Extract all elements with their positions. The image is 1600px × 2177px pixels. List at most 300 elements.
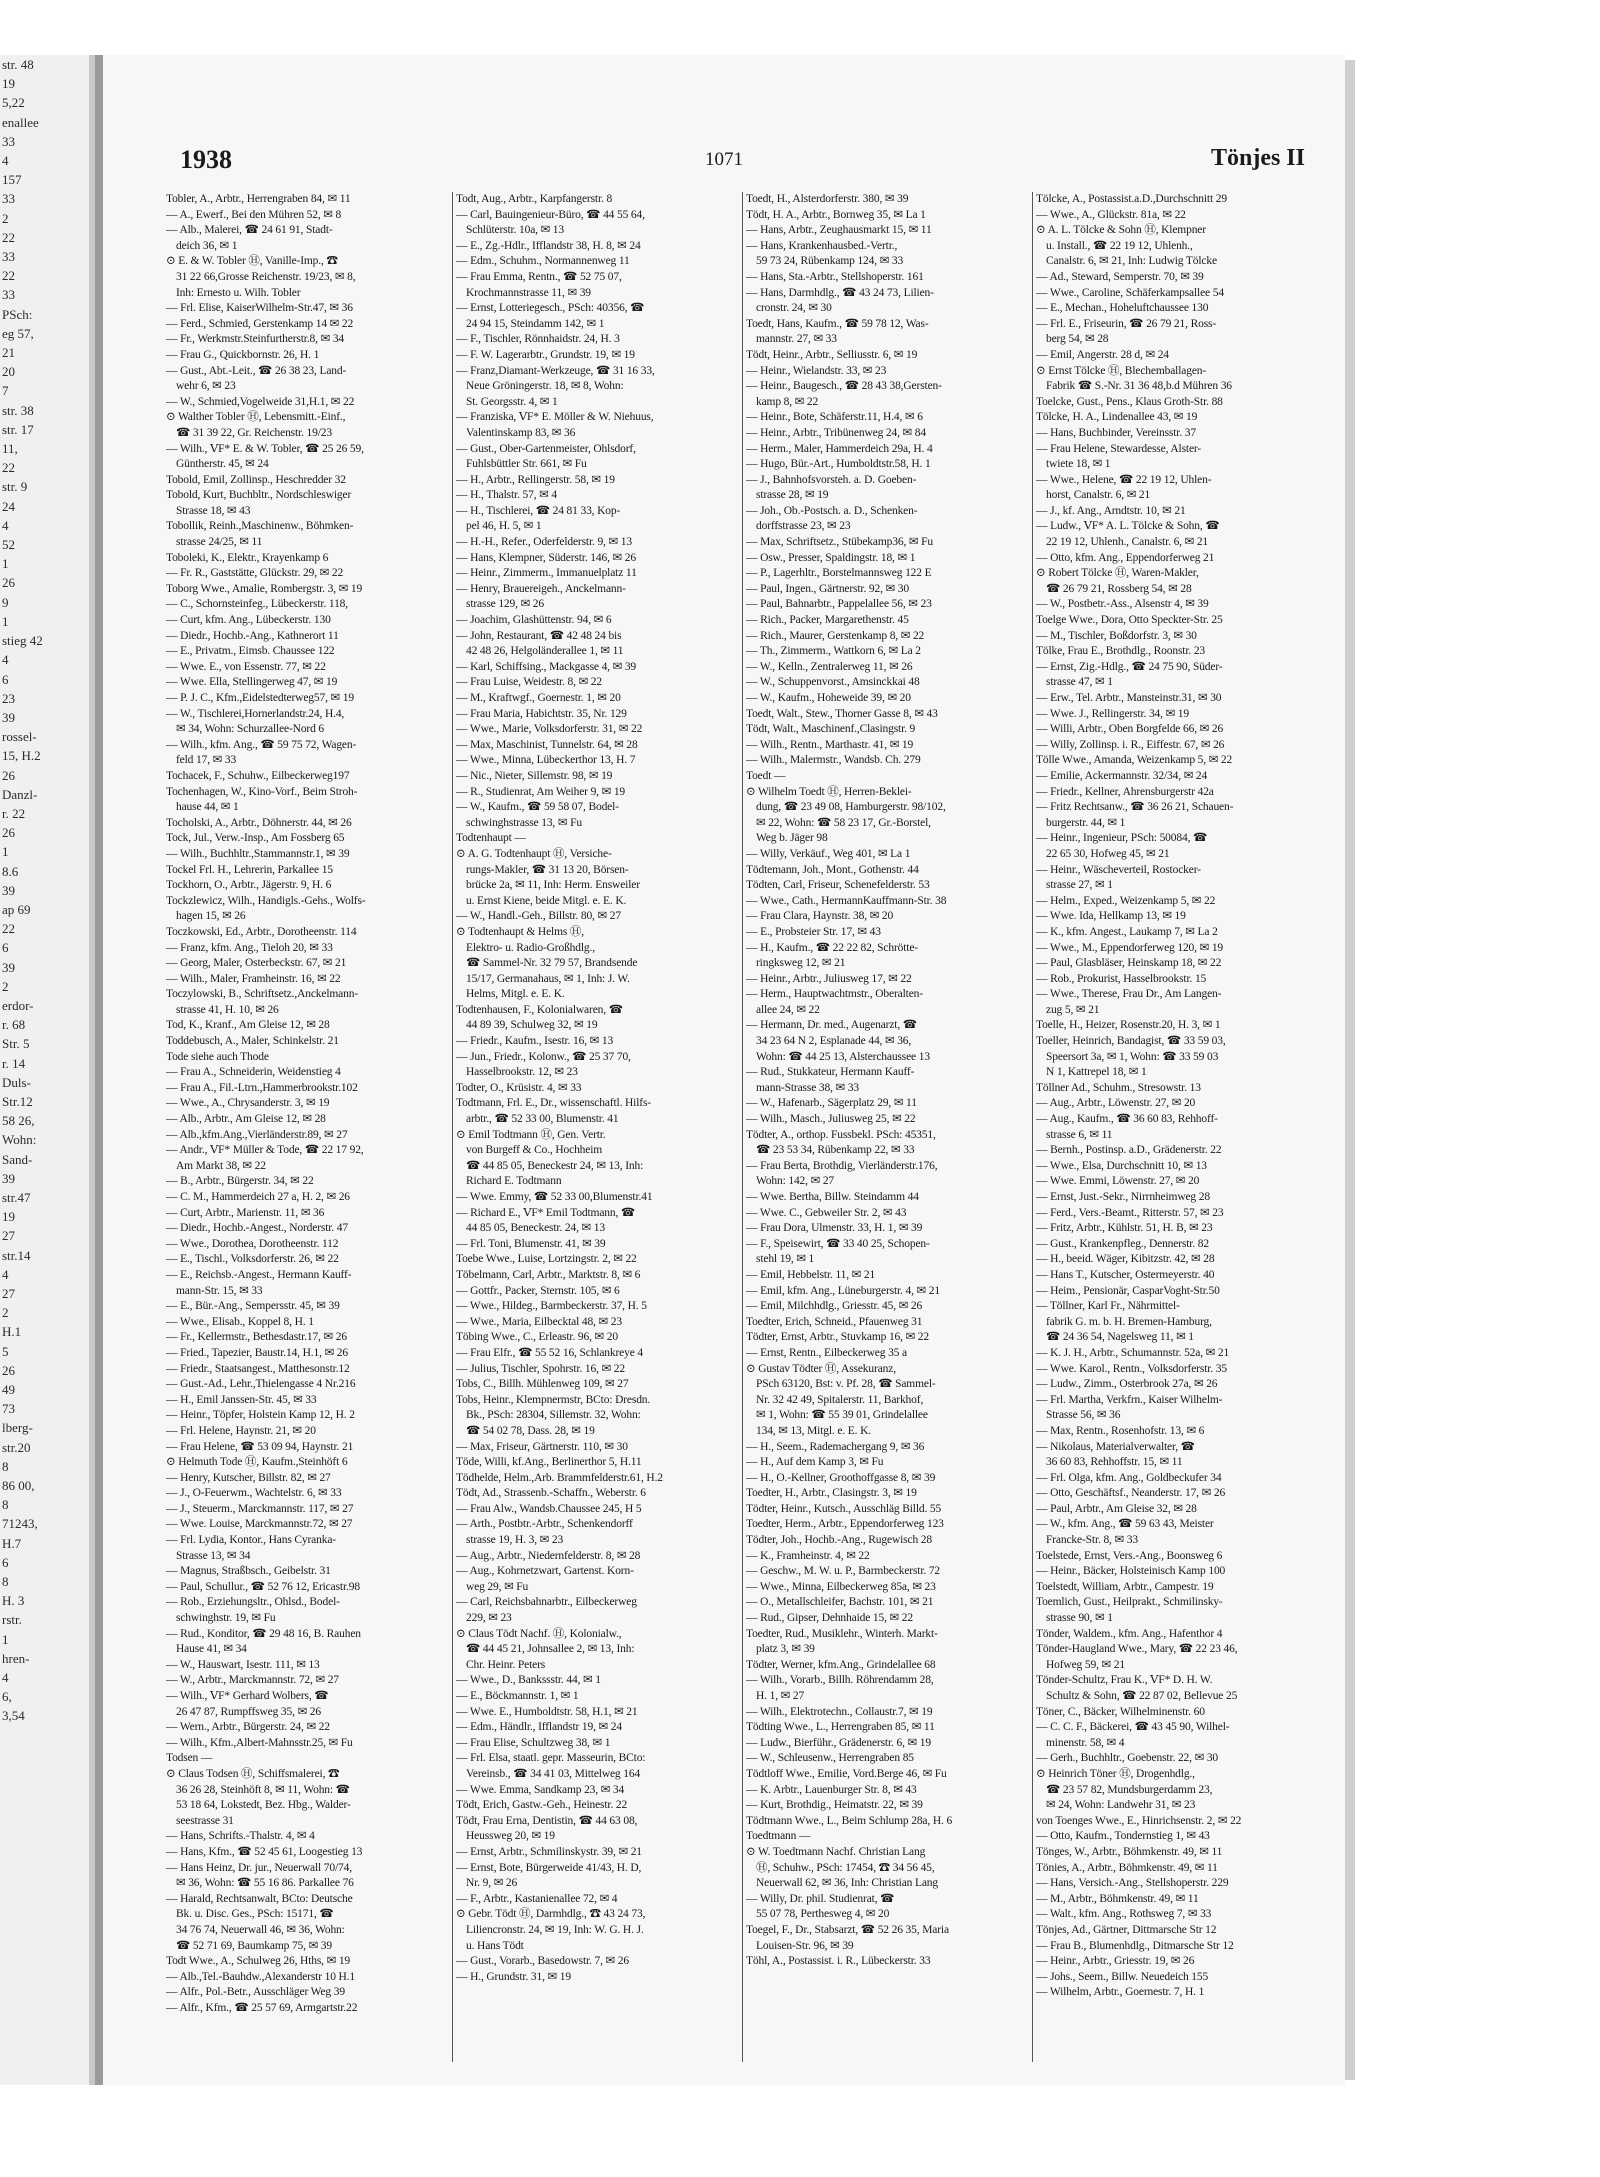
directory-entry-line: Toddebusch, A., Maler, Schinkelstr. 21 [166, 1035, 339, 1048]
directory-entry-line: — Frau A., Schneiderin, Weidenstieg 4 [166, 1066, 341, 1079]
directory-entry-line: — Hermann, Dr. med., Augenarzt, ☎ [746, 1019, 917, 1032]
directory-entry-line: schwinghstr. 19, ✉ Fu [176, 1612, 276, 1625]
directory-entry-line: — Geschw., M. W. u. P., Barmbeckerstr. 72 [746, 1565, 941, 1578]
directory-entry-line: — C. C. F., Bäckerei, ☎ 43 45 90, Wilhel- [1036, 1721, 1230, 1734]
directory-entry-line: Wohn: 142, ✉ 27 [756, 1175, 835, 1188]
directory-entry-line: — Fr. R., Gaststätte, Glückstr. 29, ✉ 22 [166, 567, 344, 580]
directory-entry-line: — K. Arbtr., Lauenburger Str. 8, ✉ 43 [746, 1783, 917, 1796]
directory-entry-line: — Wwe. Emmy, ☎ 52 33 00,Blumenstr.41 [456, 1191, 653, 1203]
margin-fragment: 39 [2, 709, 15, 725]
margin-fragment: 20 [2, 364, 15, 380]
directory-entry-line: — Gust., Ober-Gartenmeister, Ohlsdorf, [456, 442, 636, 455]
directory-entry-line: — Herm., Maler, Hammerdeich 29a, H. 4 [746, 442, 933, 455]
directory-entry-line: deich 36, ✉ 1 [176, 239, 238, 252]
directory-entry-line: — H.-H., Refer., Oderfelderstr. 9, ✉ 13 [456, 536, 632, 549]
margin-fragment: Str. 5 [2, 1036, 30, 1052]
margin-fragment: 4 [2, 153, 9, 169]
directory-entry-line: — Wwe., Elsa, Durchschnitt 10, ✉ 13 [1036, 1159, 1207, 1172]
directory-entry-line: — B., Arbtr., Bürgerstr. 34, ✉ 22 [166, 1175, 314, 1188]
directory-entry-line: — Wwe., Dorothea, Dorotheenstr. 112 [166, 1237, 339, 1250]
directory-entry-line: — Wilh., Masch., Juliusweg 25, ✉ 22 [746, 1113, 916, 1126]
margin-fragment: 2 [2, 210, 9, 226]
directory-entry-line: allee 24, ✉ 22 [756, 1003, 820, 1016]
directory-entry-line: — Diedr., Hochb.-Angest., Norderstr. 47 [166, 1222, 348, 1235]
directory-entry-line: — Hans, Schrifts.-Thalstr. 4, ✉ 4 [166, 1830, 315, 1843]
directory-entry-line: — Alb.,Tel.-Bauhdw.,Alexanderstr 10 H.1 [166, 1970, 356, 1983]
margin-fragment: Wohn: [2, 1132, 37, 1148]
directory-entry-line: Tödten, Carl, Friseur, Schenefelderstr. 53 [746, 879, 930, 892]
directory-entry-line: — W., Kaufm., Hoheweide 39, ✉ 20 [746, 692, 911, 704]
directory-entry-line: Toedt — [746, 769, 786, 782]
directory-entry-line: Toegel, F., Dr., Stabsarzt, ☎ 52 26 35, Maria [746, 1923, 949, 1936]
directory-entry-line: cronstr. 24, ✉ 30 [756, 302, 832, 315]
directory-entry-line: Tockhorn, O., Arbtr., Jägerstr. 9, H. 6 [166, 879, 332, 892]
directory-entry-line: Wohn: ☎ 44 25 13, Alsterchaussee 13 [756, 1050, 930, 1063]
directory-entry-line: Tobold, Emil, Zollinsp., Heschredder 32 [166, 473, 346, 486]
directory-entry-line: Strasse 18, ✉ 43 [176, 504, 251, 517]
directory-entry-line: — Wilh., Malermstr., Wandsb. Ch. 279 [746, 754, 921, 767]
directory-entry-line: — Paul, Schullur., ☎ 52 76 12, Ericastr.98 [166, 1580, 360, 1593]
directory-entry-line: ⊙ Gebr. Tödt Ⓗ, Darmhdlg., ☎ 43 24 73, [456, 1908, 646, 1921]
directory-entry-line: — Ernst, Arbtr., Schmilinskystr. 39, ✉ 21 [456, 1845, 642, 1858]
directory-entry-line: schwinghstrasse 13, ✉ Fu [466, 816, 582, 829]
directory-entry-line: — W., Schleusenw., Herrengraben 85 [746, 1752, 914, 1765]
directory-entry-line: — Magnus, Straßbsch., Geibelstr. 31 [166, 1565, 331, 1578]
directory-entry-line: ✉ 24, Wohn: Landwehr 31, ✉ 23 [1046, 1799, 1196, 1812]
directory-entry-line: Tobs, C., Billh. Mühlenweg 109, ✉ 27 [456, 1378, 629, 1391]
margin-fragment: 26 [2, 1362, 15, 1378]
directory-entry-line: Töbing Wwe., C., Erleastr. 96, ✉ 20 [456, 1331, 618, 1344]
directory-entry-line: — Ernst, Zig.-Hdlg., ☎ 24 75 90, Süder- [1036, 660, 1223, 673]
directory-entry-line: — Wwe. Emmi, Löwenstr. 27, ✉ 20 [1036, 1175, 1200, 1188]
margin-fragment: ap 69 [2, 901, 31, 917]
margin-fragment: 26 [2, 825, 15, 841]
directory-entry-line: Speersort 3a, ✉ 1, Wohn: ☎ 33 59 03 [1046, 1050, 1219, 1063]
directory-entry-line: 53 18 64, Lokstedt, Bez. Hbg., Walder- [176, 1799, 351, 1812]
directory-entry-line: — Hans, Sta.-Arbtr., Stellshoperstr. 161 [746, 270, 924, 283]
directory-entry-line: ☎ 54 02 78, Dass. 28, ✉ 19 [466, 1424, 595, 1437]
directory-entry-line: strasse 47, ✉ 1 [1046, 676, 1113, 689]
margin-fragment: 26 [2, 575, 15, 591]
margin-fragment: 71243, [2, 1516, 38, 1532]
directory-entry-line: — Fritz, Arbtr., Kühlstr. 51, H. B, ✉ 23 [1036, 1222, 1213, 1235]
directory-entry-line: — Otto, Kaufm., Tondernstieg 1, ✉ 43 [1036, 1830, 1210, 1843]
directory-entry-line: — Paul, Ingen., Gärtnerstr. 92, ✉ 30 [746, 582, 909, 595]
directory-entry-line: 26 47 87, Rumpffsweg 35, ✉ 26 [176, 1705, 321, 1718]
directory-entry-line: — Wwe., Helene, ☎ 22 19 12, Uhlen- [1036, 473, 1212, 486]
directory-entry-line: Toboleki, K., Elektr., Krayenkamp 6 [166, 551, 329, 564]
directory-entry-line: 229, ✉ 23 [466, 1612, 512, 1625]
margin-fragment: 5,22 [2, 95, 25, 111]
margin-fragment: 22 [2, 921, 15, 937]
directory-entry-line: — H., Grundstr. 31, ✉ 19 [456, 1970, 571, 1983]
directory-entry-line: — Ernst, Bote, Bürgerweide 41/43, H. D, [456, 1861, 642, 1874]
directory-entry-line: — Rud., Stukkateur, Hermann Kauff- [746, 1066, 915, 1079]
directory-entry-line: zug 5, ✉ 21 [1046, 1003, 1100, 1016]
directory-entry-line: ⊙ Claus Tödt Nachf. Ⓗ, Kolonialw., [456, 1627, 622, 1640]
directory-entry-line: — M., Arbtr., Böhmkenstr. 49, ✉ 11 [1036, 1892, 1199, 1905]
directory-entry-line: — H., Kaufm., ☎ 22 22 82, Schrötte- [746, 941, 918, 954]
directory-entry-line: — Frau Helene, Stewardesse, Alster- [1036, 442, 1202, 455]
directory-entry-line: 42 48 26, Helgoländerallee 1, ✉ 11 [466, 645, 624, 658]
directory-entry-line: Fuhlsbüttler Str. 661, ✉ Fu [466, 458, 587, 471]
directory-entry-line: — W., Postbetr.-Ass., Alsenstr 4, ✉ 39 [1036, 598, 1209, 611]
directory-entry-line: ☎ Sammel-Nr. 32 79 57, Brandsende [466, 957, 638, 970]
directory-entry-line: Louisen-Str. 96, ✉ 39 [756, 1939, 854, 1952]
directory-entry-line: Todt, Aug., Arbtr., Karpfangerstr. 8 [456, 193, 613, 205]
directory-entry-line: — Wilh., Elektrotechn., Collaustr.7, ✉ 19 [746, 1705, 933, 1718]
directory-entry-line: — Gottfr., Packer, Sternstr. 105, ✉ 6 [456, 1284, 620, 1297]
directory-entry-line: — Töllner, Karl Fr., Nährmittel- [1036, 1300, 1180, 1313]
directory-entry-line: arbtr., ☎ 52 33 00, Blumenstr. 41 [466, 1113, 619, 1126]
directory-entry-line: — Friedr., Kaufm., Isestr. 16, ✉ 13 [456, 1035, 614, 1048]
directory-entry-line: — R., Studienrat, Am Weiher 9, ✉ 19 [456, 785, 626, 798]
directory-entry-line: — Frau Maria, Habichtstr. 35, Nr. 129 [456, 707, 627, 720]
directory-entry-line: Toelge Wwe., Dora, Otto Speckter-Str. 25 [1036, 614, 1223, 627]
directory-entry-line: — Wwe., Cath., HermannKauffmann-Str. 38 [746, 894, 947, 907]
directory-columns [166, 192, 1320, 2062]
directory-entry-line: — Heinr., Bäcker, Holsteinisch Kamp 100 [1036, 1565, 1226, 1578]
directory-entry-line: Toebe Wwe., Luise, Lortzingstr. 2, ✉ 22 [456, 1253, 637, 1266]
directory-entry-line: — Heinr., Arbtr., Juliusweg 17, ✉ 22 [746, 972, 912, 985]
margin-fragment: 4 [2, 652, 9, 668]
directory-entry-line: — Jun., Friedr., Kolonw., ☎ 25 37 70, [456, 1050, 631, 1063]
directory-entry-line: Tochacek, F., Schuhw., Eilbeckerweg197 [166, 769, 350, 782]
directory-entry-line: Bk. u. Disc. Ges., PSch: 15171, ☎ [176, 1908, 334, 1921]
margin-fragment: Str.12 [2, 1093, 33, 1109]
directory-entry-line: ⊙ Heinrich Töner Ⓗ, Drogenhdlg., [1036, 1767, 1195, 1780]
directory-entry-line: Tocholski, A., Arbtr., Döhnerstr. 44, ✉ 26 [166, 816, 352, 829]
directory-entry-line: — Kurt, Brothdig., Heimatstr. 22, ✉ 39 [746, 1799, 923, 1812]
directory-entry-line: — Heinr., Bote, Schäferstr.11, H.4, ✉ 6 [746, 411, 923, 424]
directory-entry-line: — Alfr., Pol.-Betr., Ausschläger Weg 39 [166, 1986, 345, 1999]
directory-entry-line: — Wwe., Elisab., Koppel 8, H. 1 [166, 1315, 314, 1328]
directory-entry-line: Hause 41, ✉ 34 [176, 1643, 247, 1656]
directory-entry-line: — Frl. Elise, KaiserWilhelm-Str.47, ✉ 36 [166, 302, 353, 315]
directory-entry-line: St. Georgsstr. 4, ✉ 1 [466, 395, 558, 408]
directory-entry-line: — Frl. Elsa, staatl. gepr. Masseurin, BCto: [456, 1752, 646, 1765]
directory-entry-line: Strasse 13, ✉ 34 [176, 1549, 251, 1562]
directory-entry-line: Todt Wwe., A., Schulweg 26, Hths, ✉ 19 [166, 1955, 351, 1968]
directory-entry-line: — J., O-Feuerwm., Wachtelstr. 6, ✉ 33 [166, 1487, 342, 1500]
margin-fragment: 21 [2, 345, 15, 361]
directory-entry-line: — Henry, Kutscher, Billstr. 82, ✉ 27 [166, 1471, 331, 1484]
directory-entry-line: Tödt, Walt., Maschinenf.,Clasingstr. 9 [746, 723, 916, 736]
directory-entry-line: — Frau Berta, Brothdig, Vierländerstr.176, [746, 1159, 938, 1172]
directory-entry-line: — Alb.,kfm.Ang.,Vierländerstr.89, ✉ 27 [166, 1128, 348, 1141]
directory-entry-line: feld 17, ✉ 33 [176, 754, 237, 767]
directory-entry-line: Tochenhagen, W., Kino-Vorf., Beim Stroh- [166, 785, 358, 798]
directory-entry-line: Tobold, Kurt, Buchbltr., Nordschleswiger [166, 489, 352, 502]
directory-column-4 [1036, 192, 1318, 2062]
directory-entry-line: — Fritz Rechtsanw., ☎ 36 26 21, Schauen- [1036, 801, 1234, 814]
directory-entry-line: — Otto, Geschäftsf., Neanderstr. 17, ✉ 26 [1036, 1487, 1226, 1500]
directory-entry-line: — Heinr., Wielandstr. 33, ✉ 23 [746, 364, 887, 377]
directory-entry-line: ⊙ E. & W. Tobler Ⓗ, Vanille-Imp., ☎ [166, 255, 338, 268]
directory-entry-line: — Friedr., Staatsangest., Matthesonstr.12 [166, 1362, 350, 1375]
directory-entry-line: Toedter, Rud., Musiklehr., Winterh. Markt- [746, 1627, 938, 1640]
margin-fragment: str. 17 [2, 421, 34, 437]
directory-entry-line: Töbelmann, Carl, Arbtr., Marktstr. 8, ✉ 6 [456, 1268, 641, 1281]
directory-entry-line: Tobs, Heinr., Klempnermstr, BCto: Dresdn. [456, 1393, 651, 1406]
directory-entry-line: Tödter, A., orthop. Fussbekl. PSch: 45351, [746, 1128, 936, 1141]
directory-entry-line: — Aug., Kaufm., ☎ 36 60 83, Rehhoff- [1036, 1113, 1218, 1126]
directory-entry-line: — Heinr., Arbtr., Griesstr. 19, ✉ 26 [1036, 1955, 1195, 1968]
directory-entry-line: — Diedr., Hochb.-Ang., Kathnerort 11 [166, 629, 339, 642]
directory-entry-line: Canalstr. 6, ✉ 21, Inh: Ludwig Tölcke [1046, 255, 1217, 268]
directory-entry-line: — Arth., Postbtr.-Arbtr., Schenkendorff [456, 1518, 633, 1531]
directory-entry-line: — Wwe. J., Rellingerstr. 34, ✉ 19 [1036, 707, 1190, 720]
directory-entry-line: — Heinr., Ingenieur, PSch: 50084, ☎ [1036, 832, 1208, 845]
directory-entry-line: pel 46, H. 5, ✉ 1 [466, 520, 542, 533]
directory-entry-line: — Hans, Darmhdlg., ☎ 43 24 73, Lilien- [746, 286, 934, 299]
directory-entry-line: — Ernst, Lotteriegesch., PSch: 40356, ☎ [456, 302, 645, 315]
margin-fragment: 39 [2, 959, 15, 975]
directory-entry-line: — Henry, Brauereigeh., Anckelmann- [456, 582, 626, 595]
directory-entry-line: — Willy, Zollinsp. i. R., Eiffestr. 67, ✉ 26 [1036, 738, 1225, 751]
directory-entry-line: — Frl. Martha, Verkfrn., Kaiser Wilhelm- [1036, 1393, 1223, 1406]
directory-entry-line: — Frau Dora, Ulmenstr. 33, H. 1, ✉ 39 [746, 1222, 923, 1235]
margin-fragment: r. 68 [2, 1017, 26, 1033]
directory-entry-line: — Frau Luise, Weidestr. 8, ✉ 22 [456, 676, 602, 689]
margin-fragment: str.47 [2, 1189, 31, 1205]
directory-entry-line: — Hans, Arbtr., Zeughausmarkt 15, ✉ 11 [746, 224, 932, 237]
directory-entry-line: — W., Hauswart, Isestr. 111, ✉ 13 [166, 1658, 320, 1671]
directory-entry-line: — E., Zg.-Hdlr., Ifflandstr 38, H. 8, ✉ 24 [456, 239, 641, 252]
directory-entry-line: — M., Kraftwgf., Goernestr. 1, ✉ 20 [456, 692, 621, 704]
directory-entry-line: Inh: Ernesto u. Wilh. Tobler [176, 286, 301, 299]
directory-entry-line: ⊙ Walther Tobler Ⓗ, Lebensmitt.-Einf., [166, 411, 346, 424]
directory-entry-line: — Aug., Arbtr., Niedernfelderstr. 8, ✉ 28 [456, 1549, 641, 1562]
margin-fragment: 33 [2, 249, 15, 265]
directory-entry-line: weg 29, ✉ Fu [466, 1580, 529, 1593]
column-rule [452, 192, 453, 2062]
directory-entry-line: strasse 41, H. 10, ✉ 26 [176, 1003, 279, 1016]
margin-fragment: 52 [2, 537, 15, 553]
directory-entry-line: — Frau Elfr., ☎ 55 52 16, Schlankreye 4 [456, 1346, 644, 1359]
directory-entry-line: — E., Reichsb.-Angest., Hermann Kauff- [166, 1268, 352, 1281]
directory-entry-line: 36 60 83, Rehhoffstr. 15, ✉ 11 [1046, 1456, 1183, 1469]
directory-entry-line: 55 07 78, Perthesweg 4, ✉ 20 [756, 1908, 890, 1921]
directory-entry-line: N 1, Kattrepel 18, ✉ 1 [1046, 1066, 1147, 1079]
directory-entry-line: strasse 28, ✉ 19 [756, 489, 829, 502]
directory-entry-line: — Emil, kfm. Ang., Lüneburgerstr. 4, ✉ 21 [746, 1284, 940, 1297]
directory-entry-line: — Johs., Seem., Billw. Neuedeich 155 [1036, 1970, 1209, 1983]
directory-entry-line: — Franz,Diamant-Werkzeuge, ☎ 31 16 33, [456, 364, 655, 377]
directory-entry-line: — W., Arbtr., Marckmannstr. 72, ✉ 27 [166, 1674, 339, 1687]
directory-entry-line: Nr. 32 42 49, Spitalerstr. 11, Barkhof, [756, 1393, 924, 1406]
directory-entry-line: — W., Schmied,Vogelweide 31,H.1, ✉ 22 [166, 395, 355, 408]
directory-entry-line: — H., Auf dem Kamp 3, ✉ Fu [746, 1456, 884, 1469]
directory-entry-line: Am Markt 38, ✉ 22 [176, 1159, 266, 1172]
directory-entry-line: 34 76 74, Neuerwall 46, ✉ 36, Wohn: [176, 1923, 345, 1936]
directory-entry-line: Tod, K., Kranf., Am Gleise 12, ✉ 28 [166, 1019, 330, 1032]
directory-entry-line: — Ad., Steward, Semperstr. 70, ✉ 39 [1036, 270, 1204, 283]
directory-entry-line: Tödt, Ad., Strassenb.-Schaffn., Weberstr. 6 [456, 1487, 646, 1500]
directory-entry-line: Toczylowski, B., Schriftsetz.,Anckelmann- [166, 988, 359, 1001]
margin-fragment: 86 00, [2, 1478, 35, 1494]
directory-entry-line: — Max, Schriftsetz., Stübekamp36, ✉ Fu [746, 536, 933, 549]
directory-entry-line: — Frau Elise, Schultzweg 38, ✉ 1 [456, 1736, 611, 1749]
directory-entry-line: Tölle Wwe., Amanda, Weizenkamp 5, ✉ 22 [1036, 754, 1233, 767]
margin-fragment: 39 [2, 1170, 15, 1186]
directory-entry-line: Tobler, A., Arbtr., Herrengraben 84, ✉ 11 [166, 193, 351, 205]
directory-entry-line: — Wilh., Vorarb., Billh. Röhrendamm 28, [746, 1674, 934, 1687]
directory-entry-line: Tobollik, Reinh.,Maschinenw., Böhmken- [166, 520, 354, 533]
directory-entry-line: — C., Schornsteinfeg., Lübeckerstr. 118, [166, 598, 349, 611]
directory-entry-line: — Alb., Arbtr., Am Gleise 12, ✉ 28 [166, 1113, 326, 1126]
directory-entry-line: Tödtemann, Joh., Mont., Gothenstr. 44 [746, 863, 919, 876]
directory-entry-line: 15/17, Germanahaus, ✉ 1, Inh: J. W. [466, 972, 630, 985]
directory-entry-line: Toczkowski, Ed., Arbtr., Dorotheenstr. 114 [166, 925, 357, 938]
margin-fragment: 26 [2, 767, 15, 783]
margin-fragment: H.1 [2, 1324, 22, 1340]
directory-entry-line: Francke-Str. 8, ✉ 33 [1046, 1534, 1138, 1547]
directory-entry-line: ⊙ Claus Todsen Ⓗ, Schiffsmalerei, ☎ [166, 1767, 340, 1780]
margin-fragment: 15, H.2 [2, 748, 41, 764]
directory-entry-line: Tönder-Haugland Wwe., Mary, ☎ 22 23 46, [1036, 1643, 1238, 1656]
directory-entry-line: — Curt, kfm. Ang., Lübeckerstr. 130 [166, 614, 331, 627]
page-header [180, 145, 1305, 189]
directory-entry-line: Toedt, Walt., Stew., Thorner Gasse 8, ✉ 43 [746, 707, 938, 720]
directory-entry-line: Tönder-Schultz, Frau K., ⅤF* D. H. W. [1036, 1674, 1213, 1687]
directory-entry-line: — Frau Alw., Wandsb.Chaussee 245, H 5 [456, 1502, 642, 1515]
directory-entry-line: strasse 19, H. 3, ✉ 23 [466, 1534, 564, 1547]
directory-entry-line: 59 73 24, Rübenkamp 124, ✉ 33 [756, 255, 904, 268]
directory-entry-line: — Richard E., ⅤF* Emil Todtmann, ☎ [456, 1206, 636, 1219]
margin-fragment: 1 [2, 613, 9, 629]
directory-entry-line: — Wwe. E., Humboldtstr. 58, H.1, ✉ 21 [456, 1705, 638, 1718]
directory-entry-line: Toedtmann — [746, 1830, 811, 1843]
margin-fragment: 23 [2, 690, 15, 706]
directory-entry-line: — E., Tischl., Volksdorferstr. 26, ✉ 22 [166, 1253, 339, 1266]
directory-entry-line: — Fr., Kellermstr., Bethesdastr.17, ✉ 26 [166, 1331, 347, 1344]
directory-entry-line: — F., Arbtr., Kastanienallee 72, ✉ 4 [456, 1892, 618, 1905]
directory-entry-line: Töner, C., Bäcker, Wilhelminenstr. 60 [1036, 1705, 1205, 1718]
directory-entry-line: Hasselbrookstr. 12, ✉ 23 [466, 1066, 578, 1079]
directory-entry-line: Tockel Frl. H., Lehrerin, Parkallee 15 [166, 863, 333, 876]
margin-fragment: enallee [2, 114, 39, 130]
directory-entry-line: Tödtmann Wwe., L., Beim Schlump 28a, H. 6 [746, 1814, 953, 1827]
directory-entry-line: mann-Str. 15, ✉ 33 [176, 1284, 263, 1297]
directory-entry-line: Tödting Wwe., L., Herrengraben 85, ✉ 11 [746, 1721, 935, 1734]
directory-entry-line: Toelcke, Gust., Pens., Klaus Groth-Str. 88 [1036, 395, 1223, 408]
directory-entry-line: Tölcke, A., Postassist.a.D.,Durchschnitt 29 [1036, 193, 1227, 205]
margin-fragment: 8 [2, 1574, 9, 1590]
directory-entry-line: Neuerwall 62, ✉ 36, Inh: Christian Lang [756, 1877, 938, 1890]
directory-entry-line: — Rob., Prokurist, Hasselbrookstr. 15 [1036, 972, 1207, 985]
directory-entry-line: — E., Privatm., Eimsb. Chaussee 122 [166, 645, 335, 658]
directory-entry-line: — Willi, Arbtr., Oben Borgfelde 66, ✉ 26 [1036, 723, 1224, 736]
directory-entry-line: Toedter, H., Arbtr., Clasingstr. 3, ✉ 19 [746, 1487, 917, 1500]
directory-entry-line: — Ferd., Schmied, Gerstenkamp 14 ✉ 22 [166, 317, 354, 330]
directory-entry-line: — Ludw., ⅤF* A. L. Tölcke & Sohn, ☎ [1036, 520, 1220, 533]
directory-entry-line: — E., Bür.-Ang., Sempersstr. 45, ✉ 39 [166, 1300, 340, 1313]
directory-entry-line: ⊙ Emil Todtmann Ⓗ, Gen. Vertr. [456, 1128, 606, 1141]
margin-fragment: hren- [2, 1650, 30, 1666]
directory-entry-line: — Wilh., Maler, Framheinstr. 16, ✉ 22 [166, 972, 341, 985]
directory-entry-line: ⊙ Ernst Tölcke Ⓗ, Blechemballagen- [1036, 364, 1207, 377]
directory-entry-line: — H., Arbtr., Rellingerstr. 58, ✉ 19 [456, 473, 615, 486]
directory-entry-line: Tödter, Werner, kfm.Ang., Grindelallee 68 [746, 1658, 936, 1671]
directory-entry-line: — Andr., ⅤF* Müller & Tode, ☎ 22 17 92, [166, 1144, 364, 1157]
directory-entry-line: — Herm., Hauptwachtmstr., Oberalten- [746, 988, 923, 1001]
directory-entry-line: Tödter, Ernst, Arbtr., Stuvkamp 16, ✉ 22 [746, 1331, 930, 1344]
directory-entry-line: — Alb., Malerei, ☎ 24 61 91, Stadt- [166, 224, 333, 237]
directory-entry-line: Tockzlewicz, Wilh., Handigls.-Gehs., Wolfs- [166, 894, 366, 907]
directory-entry-line: ☎ 31 39 22, Gr. Reichenstr. 19/23 [176, 426, 332, 439]
directory-entry-line: — Osw., Presser, Spaldingstr. 18, ✉ 1 [746, 551, 916, 564]
directory-entry-line: — Ludw., Zimm., Osterbrook 27a, ✉ 26 [1036, 1378, 1218, 1391]
directory-entry-line: ⊙ A. L. Tölcke & Sohn Ⓗ, Klempner [1036, 224, 1206, 237]
directory-entry-line: ☎ 44 85 05, Beneckestr 24, ✉ 13, Inh: [466, 1159, 644, 1172]
directory-entry-line: — Alfr., Kfm., ☎ 25 57 69, Armgartstr.22 [166, 2001, 358, 2014]
directory-entry-line: Tock, Jul., Verw.-Insp., Am Fossberg 65 [166, 832, 345, 845]
directory-entry-line: — Aug., Arbtr., Löwenstr. 27, ✉ 20 [1036, 1097, 1196, 1110]
directory-entry-line: Todsen — [166, 1752, 213, 1765]
margin-fragment: H.7 [2, 1535, 22, 1551]
directory-entry-line: Tödter, Heinr., Kutsch., Ausschläg Billd. 55 [746, 1502, 942, 1515]
directory-entry-line: Tönges, W., Arbtr., Böhmkenstr. 49, ✉ 11 [1036, 1845, 1223, 1858]
directory-entry-line: Vereinsb., ☎ 34 41 03, Mittelweg 164 [466, 1767, 641, 1780]
directory-entry-line: — E., Böckmannstr. 1, ✉ 1 [456, 1690, 579, 1702]
directory-entry-line: — F. W. Lagerarbtr., Grundstr. 19, ✉ 19 [456, 348, 635, 361]
margin-fragment: 27 [2, 1228, 15, 1244]
directory-entry-line: Töde, Willi, kf.Ang., Berlinerthor 5, H.11 [456, 1456, 642, 1469]
directory-entry-line: — Heinr., Wäscheverteil, Rostocker- [1036, 863, 1201, 876]
directory-entry-line: — Heinr., Zimmerm., Immanuelplatz 11 [456, 567, 637, 580]
directory-entry-line: brücke 2a, ✉ 11, Inh: Herm. Ensweiler [466, 879, 640, 892]
directory-entry-line: platz 3, ✉ 39 [756, 1643, 815, 1656]
directory-entry-line: Richard E. Todtmann [466, 1175, 562, 1188]
directory-entry-line: — Nic., Nieter, Sillemstr. 98, ✉ 19 [456, 769, 613, 782]
directory-entry-line: — Friedr., Kellner, Ahrensburgerstr 42a [1036, 785, 1214, 798]
directory-entry-line: — Wwe., Minna, Lübeckerthor 13, H. 7 [456, 754, 636, 767]
directory-entry-line: — Edm., Händlr., Ifflandstr 19, ✉ 24 [456, 1721, 622, 1734]
directory-entry-line: — Carl, Bauingenieur-Büro, ☎ 44 55 64, [456, 208, 645, 221]
directory-entry-line: Helms, Mitgl. e. E. K. [466, 988, 565, 1001]
directory-entry-line: — E., Probsteier Str. 17, ✉ 43 [746, 925, 881, 938]
directory-entry-line: — Rich., Packer, Margarethenstr. 45 [746, 614, 909, 627]
directory-entry-line: ⊙ Helmuth Tode Ⓗ, Kaufm.,Steinhöft 6 [166, 1456, 348, 1469]
directory-entry-line: 44 89 39, Schulweg 32, ✉ 19 [466, 1019, 598, 1032]
margin-fragment: 8 [2, 1458, 9, 1474]
margin-fragment: 3,54 [2, 1708, 25, 1724]
directory-entry-line: Toelstede, Ernst, Vers.-Ang., Boonsweg 6 [1036, 1549, 1223, 1562]
directory-entry-line: — Wwe. Emma, Sandkamp 23, ✉ 34 [456, 1783, 625, 1796]
directory-entry-line: 22 19 12, Uhlenh., Canalstr. 6, ✉ 21 [1046, 536, 1209, 549]
directory-entry-line: — Max, Maschinist, Tunnelstr. 64, ✉ 28 [456, 738, 638, 751]
directory-entry-line: Elektro- u. Radio-Großhdlg., [466, 941, 595, 954]
directory-entry-line: horst, Canalstr. 6, ✉ 21 [1046, 489, 1151, 502]
directory-entry-line: ⊙ Wilhelm Toedt Ⓗ, Herren-Beklei- [746, 785, 912, 798]
directory-entry-line: — H., Seem., Rademachergang 9, ✉ 36 [746, 1440, 925, 1453]
directory-entry-line: — Wwe. Ella, Stellingerweg 47, ✉ 19 [166, 676, 338, 689]
directory-entry-line: von Toenges Wwe., E., Hinrichsenstr. 2, ✉ 22 [1036, 1814, 1242, 1827]
directory-entry-line: — Franziska, ⅤF* E. Möller & W. Niehuus, [456, 411, 654, 424]
margin-fragment: r. 14 [2, 1055, 26, 1071]
directory-entry-line: — Willy, Verkäuf., Weg 401, ✉ La 1 [746, 847, 911, 860]
directory-entry-line: — F., Tischler, Rönnhaidstr. 24, H. 3 [456, 333, 620, 346]
directory-column-1 [166, 192, 448, 2062]
directory-entry-line: — Frl. Lydia, Kontor., Hans Cyranka- [166, 1534, 336, 1547]
directory-entry-line: — W., Tischlerei,Hornerlandstr.24, H.4, [166, 707, 345, 720]
directory-entry-line: — Heim., Pensionär, CasparVoght-Str.50 [1036, 1284, 1220, 1297]
directory-entry-line: Todtenhausen, F., Kolonialwaren, ☎ [456, 1003, 623, 1016]
directory-entry-line: — Gust., Abt.-Leit., ☎ 26 38 23, Land- [166, 364, 347, 377]
directory-entry-line: — Gust., Krankenpfleg., Dennerstr. 82 [1036, 1237, 1209, 1250]
directory-entry-line: Schultz & Sohn, ☎ 22 87 02, Bellevue 25 [1046, 1690, 1238, 1702]
